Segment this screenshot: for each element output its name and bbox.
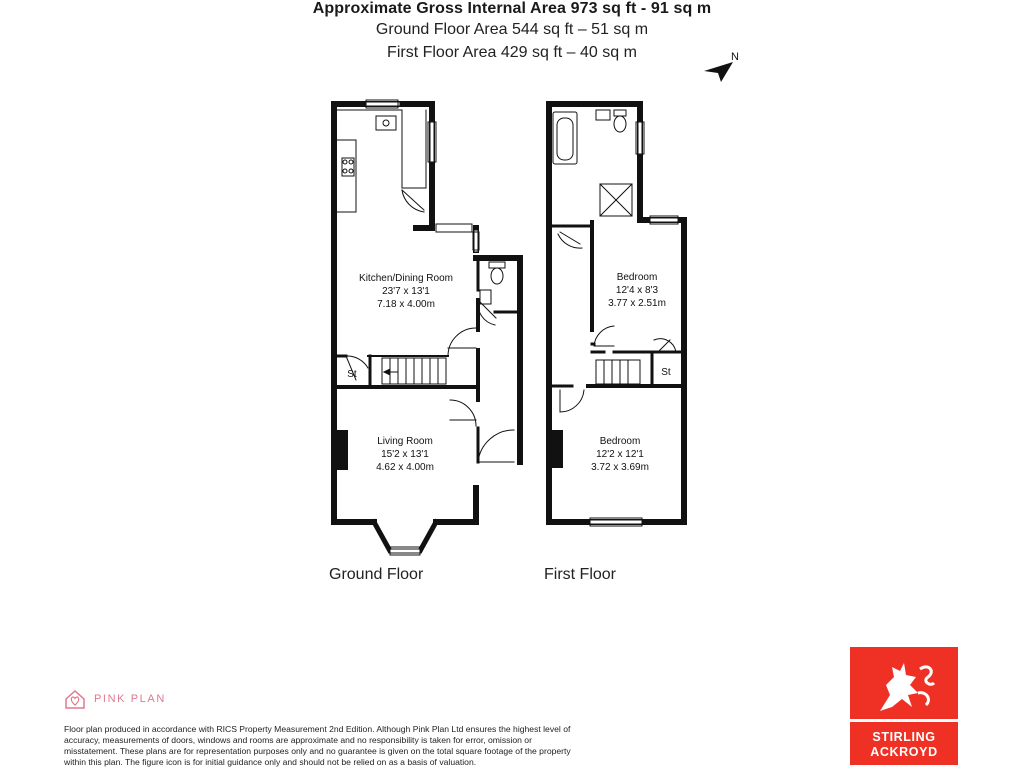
first-floor-area: First Floor Area 429 sq ft – 40 sq m	[387, 44, 637, 61]
living-room-name: Living Room	[377, 436, 433, 447]
compass-label: N	[731, 51, 739, 63]
stirling-ackroyd-logo	[850, 647, 958, 765]
bedroom-front-imperial: 12'2 x 12'1	[596, 449, 644, 460]
ground-store-label: St	[347, 369, 357, 380]
disclaimer-text: Floor plan produced in accordance with RICS Property Measurement 2nd Edition. Although Pink Plan Ltd ensures the highest level of accuracy, measurements of doors, windows and rooms are approximate and no responsibility is taken for error, omission or misstatement. These plans are for representation purposes only and no guarantee is given on the total square footage of the property within this plan. The figure icon is for initial guidance only and should not be relied on as a basis of valuation.	[64, 724, 571, 767]
bedroom-front-name: Bedroom	[599, 436, 641, 447]
bedroom-rear-name: Bedroom	[616, 272, 658, 283]
first-floor-label: First Floor	[544, 566, 616, 583]
kitchen-metric: 7.18 x 4.00m	[377, 299, 435, 310]
living-room-metric: 4.62 x 4.00m	[376, 462, 434, 473]
house-heart-icon	[64, 688, 86, 710]
agent-name-line1: STIRLING	[872, 730, 936, 744]
kitchen-imperial: 23'7 x 13'1	[382, 286, 430, 297]
pink-plan-logo	[64, 688, 166, 710]
bedroom-rear-imperial: 12'4 x 8'3	[615, 285, 659, 296]
bedroom-front-metric: 3.72 x 3.69m	[591, 462, 649, 473]
area-title: Approximate Gross Internal Area 973 sq ft - 91 sq m	[312, 0, 712, 17]
ground-floor-plan	[334, 100, 520, 555]
logo-divider	[850, 719, 958, 722]
bedroom-rear-metric: 3.77 x 2.51m	[608, 298, 666, 309]
first-store-label: St	[661, 367, 671, 378]
pink-plan-label: PINK PLAN	[94, 693, 166, 705]
compass-icon	[704, 51, 739, 82]
ground-floor-area: Ground Floor Area 544 sq ft – 51 sq m	[375, 21, 649, 38]
kitchen-name: Kitchen/Dining Room	[359, 273, 453, 284]
living-room-imperial: 15'2 x 13'1	[381, 449, 429, 460]
agent-name-line2: ACKROYD	[870, 745, 938, 759]
griffin-icon	[868, 655, 940, 717]
ground-floor-label: Ground Floor	[329, 566, 424, 583]
